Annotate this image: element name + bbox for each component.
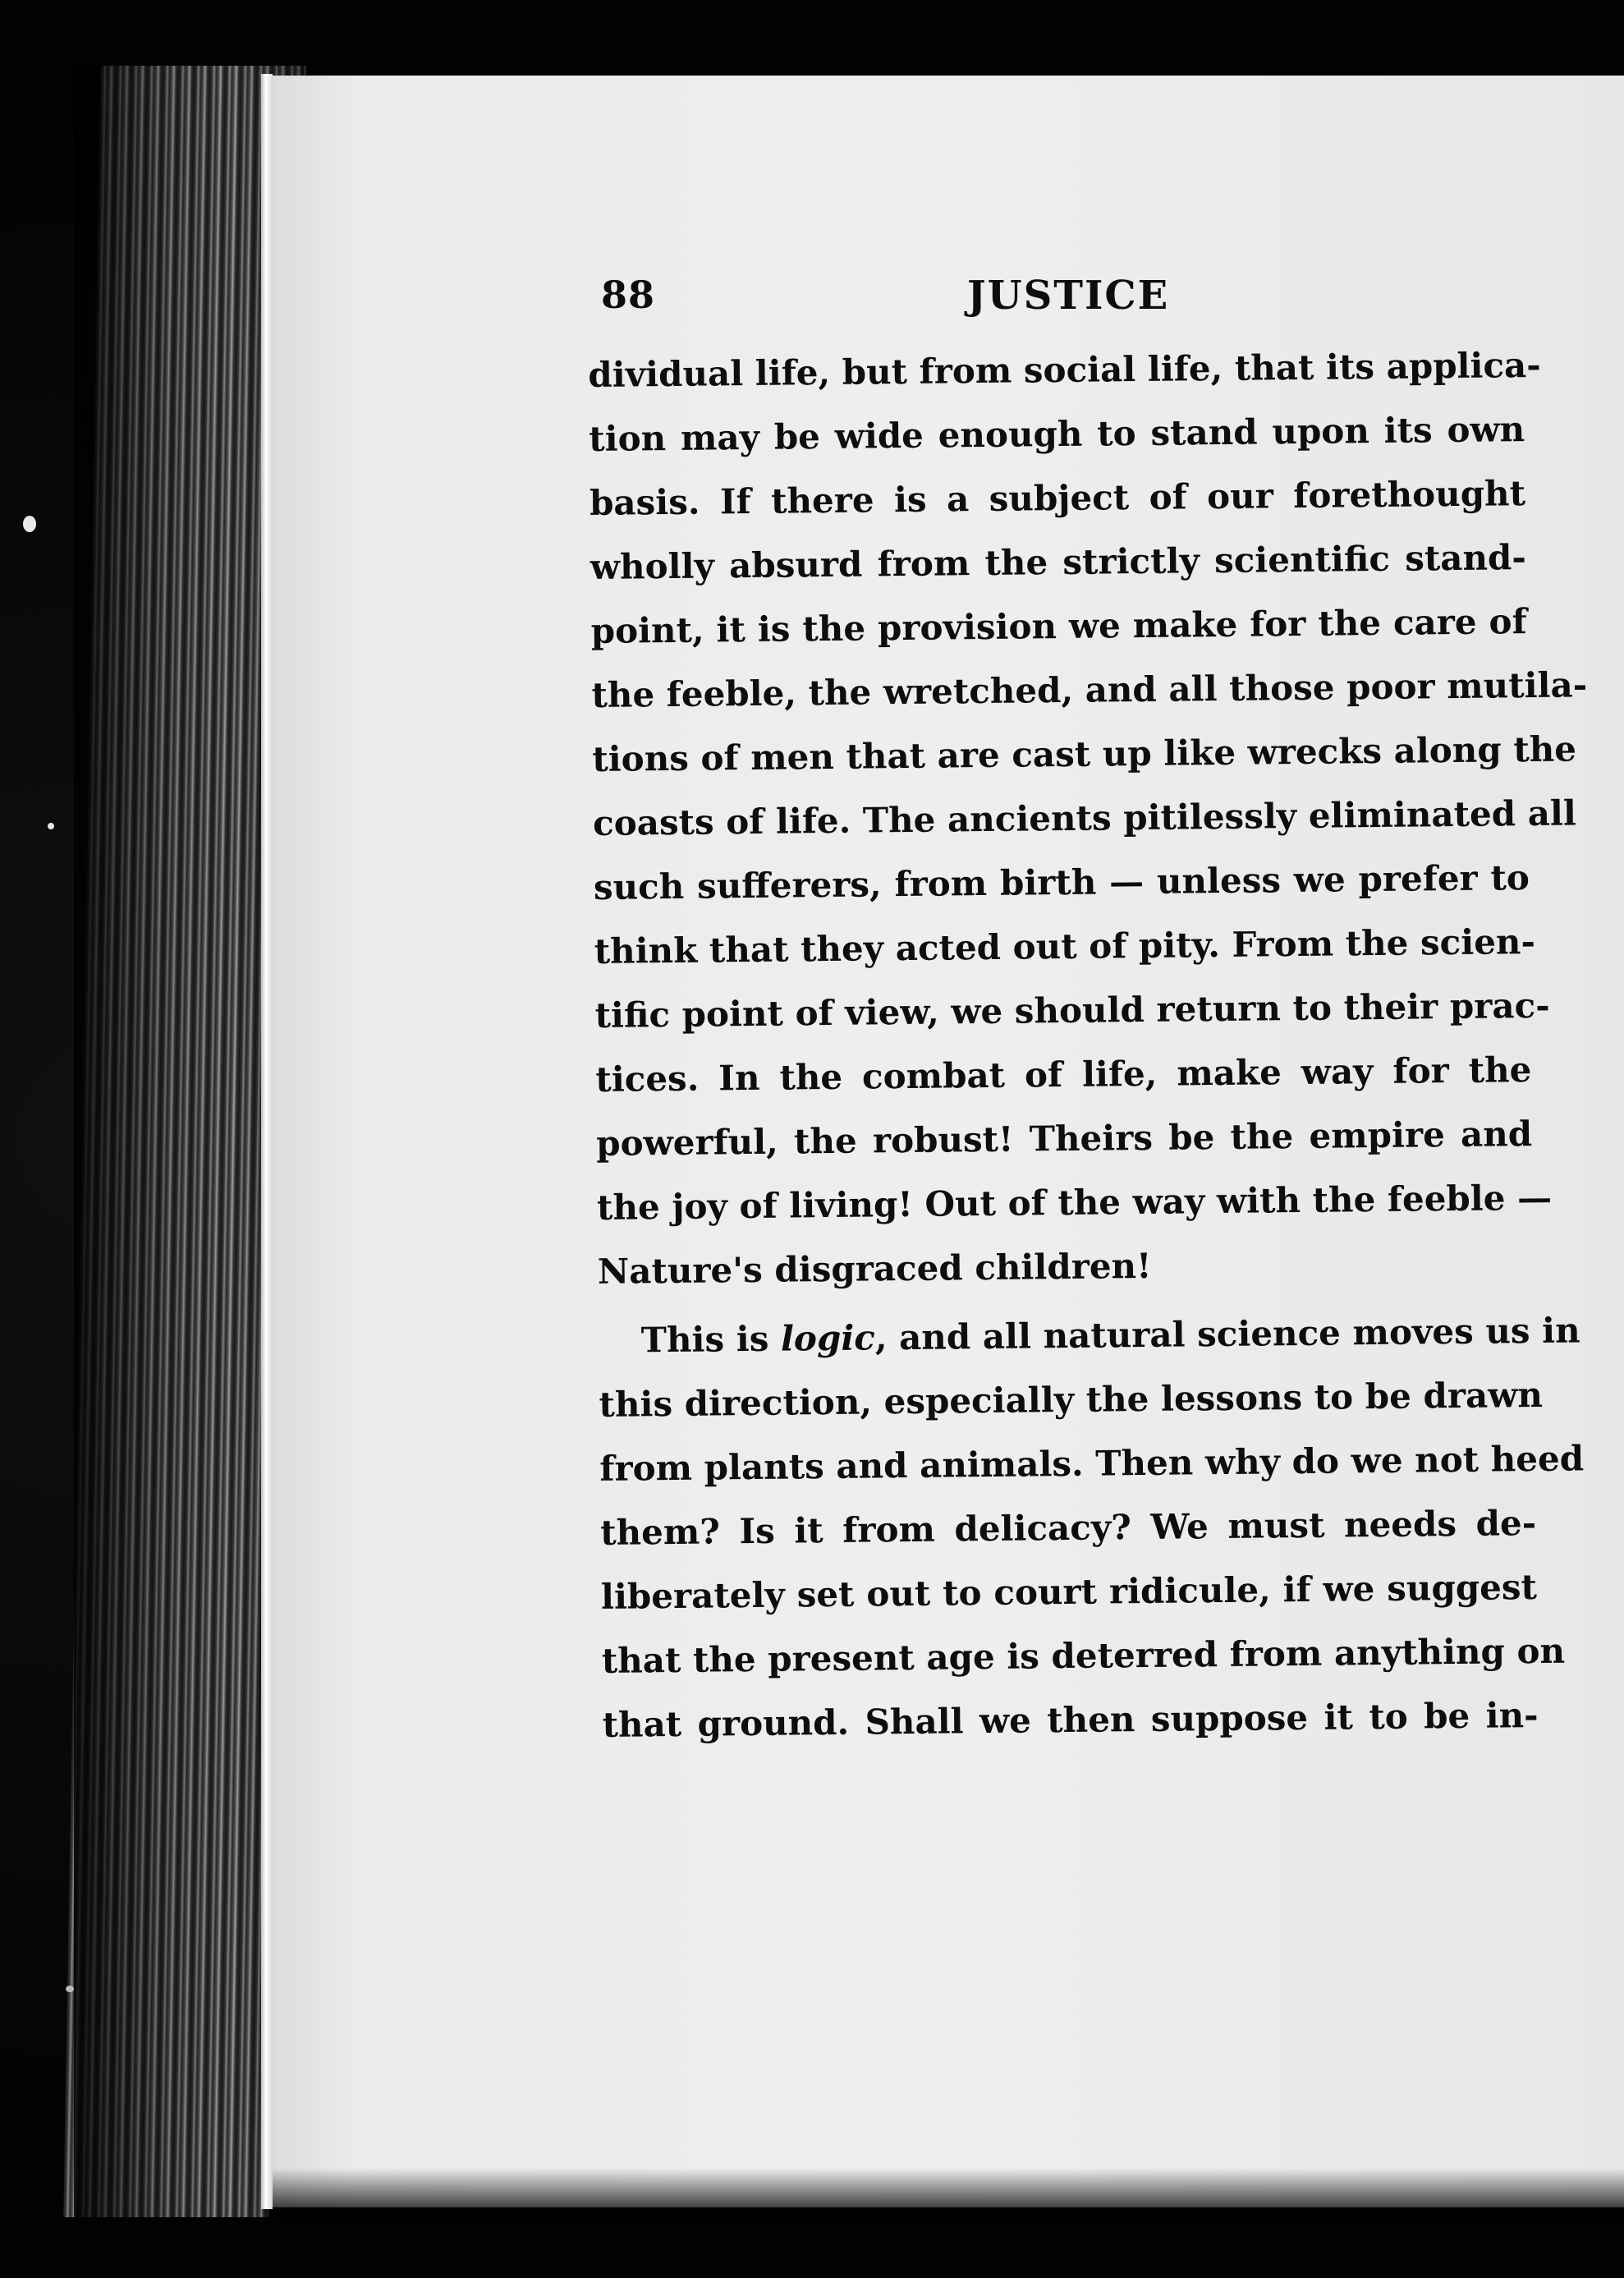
scan-speck bbox=[66, 1986, 74, 1992]
text-line: such sufferers, from birth — unless we prefer to bbox=[593, 857, 1530, 907]
text-line: that ground. Shall we then suppose it to be in- bbox=[602, 1694, 1539, 1745]
text-line: this direction, especially the lessons to be drawn bbox=[599, 1374, 1544, 1425]
page-bottom-shadow bbox=[273, 2168, 1624, 2217]
text-line: wholly absurd from the strictly scientific stand- bbox=[590, 537, 1527, 587]
text-line: tion may be wide enough to stand upon its own bbox=[588, 409, 1525, 459]
text-line: liberately set out to court ridicule, if we suggest bbox=[600, 1566, 1538, 1617]
italic-word: logic bbox=[780, 1317, 876, 1359]
text-line: point, it is the provision we make for the care of bbox=[590, 601, 1527, 651]
text-line: tices. In the combat of life, make way for the bbox=[595, 1049, 1532, 1100]
text-line: think that they acted out of pity. From the scien- bbox=[594, 921, 1536, 971]
text-line: basis. If there is a subject of our forethought bbox=[589, 473, 1526, 523]
text-line: the feeble, the wretched, and all those poor mutila- bbox=[591, 664, 1588, 715]
text-line: tific point of view, we should return to their prac- bbox=[594, 985, 1550, 1036]
running-head bbox=[601, 273, 1521, 330]
scan-speck bbox=[48, 823, 54, 829]
text-line: tions of men that are cast up like wrecks along the bbox=[592, 728, 1577, 779]
text-line: from plants and animals. Then why do we not heed bbox=[599, 1438, 1585, 1489]
text-line: the joy of living! Out of the way with the feeble — bbox=[596, 1177, 1553, 1228]
paragraph bbox=[598, 1299, 1585, 1757]
text-line: that the present age is deterred from anything on bbox=[601, 1630, 1566, 1681]
scan-speck bbox=[23, 516, 36, 532]
text-line bbox=[598, 1299, 1580, 1373]
text-line: coasts of life. The ancients pitilessly eliminated all bbox=[592, 792, 1577, 843]
text-line: powerful, the robust! Theirs be the empire and bbox=[595, 1114, 1533, 1164]
text-fragment: , and all natural science moves us in bbox=[874, 1310, 1580, 1358]
text-line: Nature's disgraced children! bbox=[597, 1245, 1152, 1292]
text-line: them? Is it from delicacy? We must needs de- bbox=[599, 1502, 1537, 1553]
paragraph bbox=[588, 333, 1588, 1304]
text-line: dividual life, but from social life, that its applica- bbox=[588, 344, 1541, 395]
body-text bbox=[588, 333, 1588, 1757]
text-fragment: This is bbox=[640, 1318, 782, 1361]
page-number: 88 bbox=[601, 273, 656, 317]
running-title: JUSTICE bbox=[967, 273, 1170, 319]
page-gutter bbox=[261, 74, 273, 2209]
